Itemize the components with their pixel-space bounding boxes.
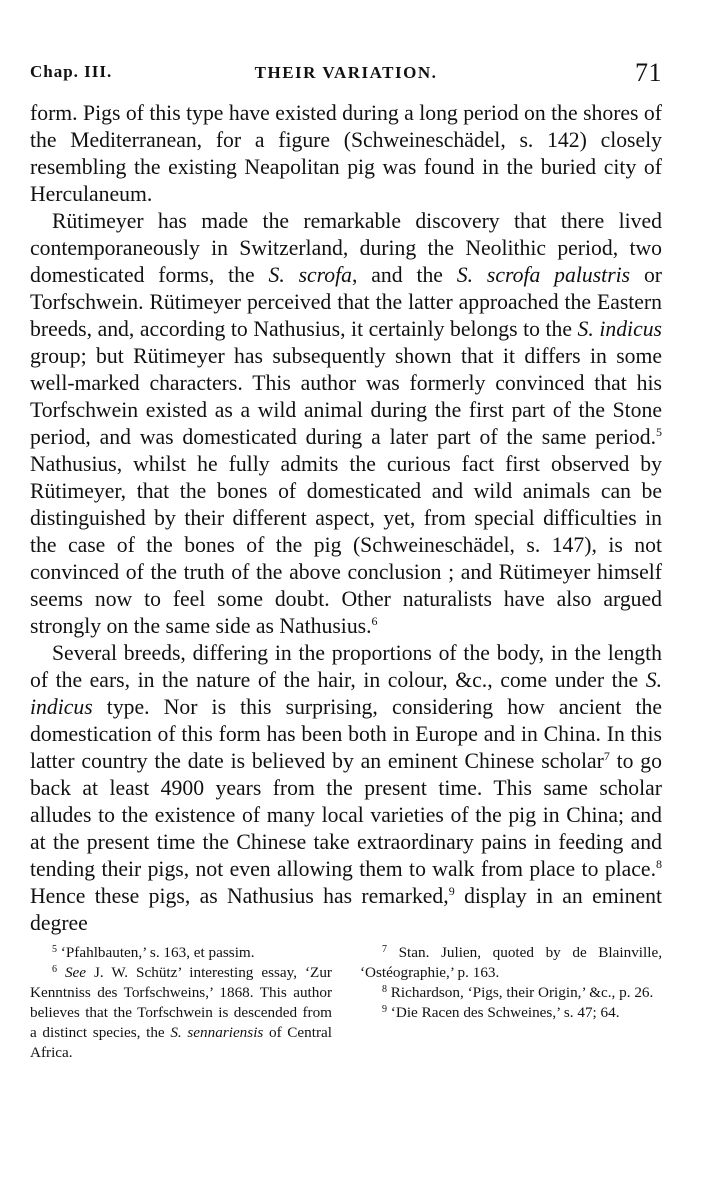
footnote-text: Richardson, ‘Pigs, their Origin,’ &c., p. 26. (390, 984, 654, 1001)
paragraph-text: Nathusius, whilst he fully admits the curious fact first observed by Rütimeyer, that the bones of domesticated and wild animals can be distinguished by their different aspect, yet, from special difficulties in the case of the bones of the pig (Schweineschädel, s. 147), is not convinced of the truth of the above conclusion ; and Rütimeyer himself seems now to feel some doubt. Other naturalists have also argued strongly on the same side as Nathusius. (30, 452, 662, 638)
footnote-ref: 9 (448, 884, 455, 898)
chapter-label: Chap. III. (30, 62, 113, 81)
footnote-text: ‘Die Racen des Schweines,’ s. 47; 64. (390, 1004, 620, 1021)
footnote-number: 8 (382, 984, 387, 995)
footnote-9 (360, 1003, 662, 1023)
footnote-text: J. W. Schütz’ interesting essay, ‘Zur Kenntniss des Torfschweins,’ 1868. This author believes that the Torfschwein is descended from a distinct species, the (30, 964, 332, 1041)
paragraph-2 (30, 208, 662, 640)
footnote-text: ‘Pfahlbauten,’ s. 163, et passim. (60, 944, 255, 961)
footnote-text: See (64, 964, 87, 981)
footnotes (30, 943, 662, 1063)
species-name: S. sennariensis (170, 1024, 264, 1041)
footnote-number: 9 (382, 1004, 387, 1015)
running-header (30, 56, 662, 100)
main-text (30, 100, 662, 937)
paragraph-text: to go back at least 4900 years from the present time. This same scholar alludes to the existence of many local varieties of the pig in China; and at the present time the Chinese take extraordinary pains in feeding and tending their pigs, not even allowing them to walk from place to place. (30, 749, 662, 881)
footnote-ref: 5 (656, 425, 662, 439)
footnote-ref: 8 (656, 857, 662, 871)
paragraph-text: form. Pigs of this type have existed during a long period on the shores of the Mediterranean, for a figure (Schweineschädel, s. 142) closely resembling the existing Neapolitan pig was found in the buried city of Herculaneum. (30, 101, 662, 206)
footnotes-left-column (30, 943, 332, 1063)
footnote-ref: 7 (603, 749, 610, 763)
paragraph-text: Hence these pigs, as Nathusius has remarked, (30, 884, 449, 908)
paragraph-3 (30, 640, 662, 937)
paragraph-text: Several breeds, differing in the proportions of the body, in the length of the ears, in the nature of the hair, in colour, &c., come under the (30, 641, 662, 692)
paragraph-text: display in an eminent degree (30, 884, 662, 935)
footnote-6 (30, 963, 332, 1063)
species-name: S. scrofa (268, 263, 353, 287)
running-title: THEIR VARIATION. (254, 63, 438, 82)
footnote-7 (360, 943, 662, 983)
paragraph-text: type. Nor is this surprising, considering how ancient the domestication of this form has been both in Europe and in China. In this latter country the date is believed by an eminent Chinese scholar (30, 695, 662, 773)
paragraph-text: group; but Rütimeyer has subsequently shown that it differs in some well-marked characters. This author was formerly convinced that his Torfschwein existed as a wild animal during the first part of the Stone period, and was domesticated during a later part of the same period. (30, 344, 662, 449)
paragraph-text: or Torfschwein. Rütimeyer perceived that the latter approached the Eastern breeds, and, according to Nathusius, it certainly belongs to the (30, 263, 663, 341)
species-name: S. indicus (577, 317, 662, 341)
footnote-5 (30, 943, 332, 963)
footnotes-right-column (360, 943, 662, 1063)
footnote-8 (360, 983, 662, 1003)
footnote-text: of Central Africa. (30, 1024, 333, 1061)
footnote-ref: 6 (371, 614, 378, 628)
paragraph-text: Rütimeyer has made the remarkable discovery that there lived contemporaneously in Switzerland, during the Neolithic period, two domesticated forms, the (30, 209, 662, 287)
footnote-number: 5 (52, 944, 57, 955)
page-number: 71 (635, 58, 662, 87)
footnote-text: Stan. Julien, quoted by de Blainville, ‘Ostéographie,’ p. 163. (360, 944, 662, 981)
paragraph-text: , and the (352, 263, 457, 287)
species-name: S. indicus (30, 668, 662, 719)
paragraph-1 (30, 100, 662, 208)
species-name: S. scrofa palustris (456, 263, 631, 287)
footnote-number: 6 (52, 964, 57, 975)
footnote-number: 7 (382, 944, 387, 955)
